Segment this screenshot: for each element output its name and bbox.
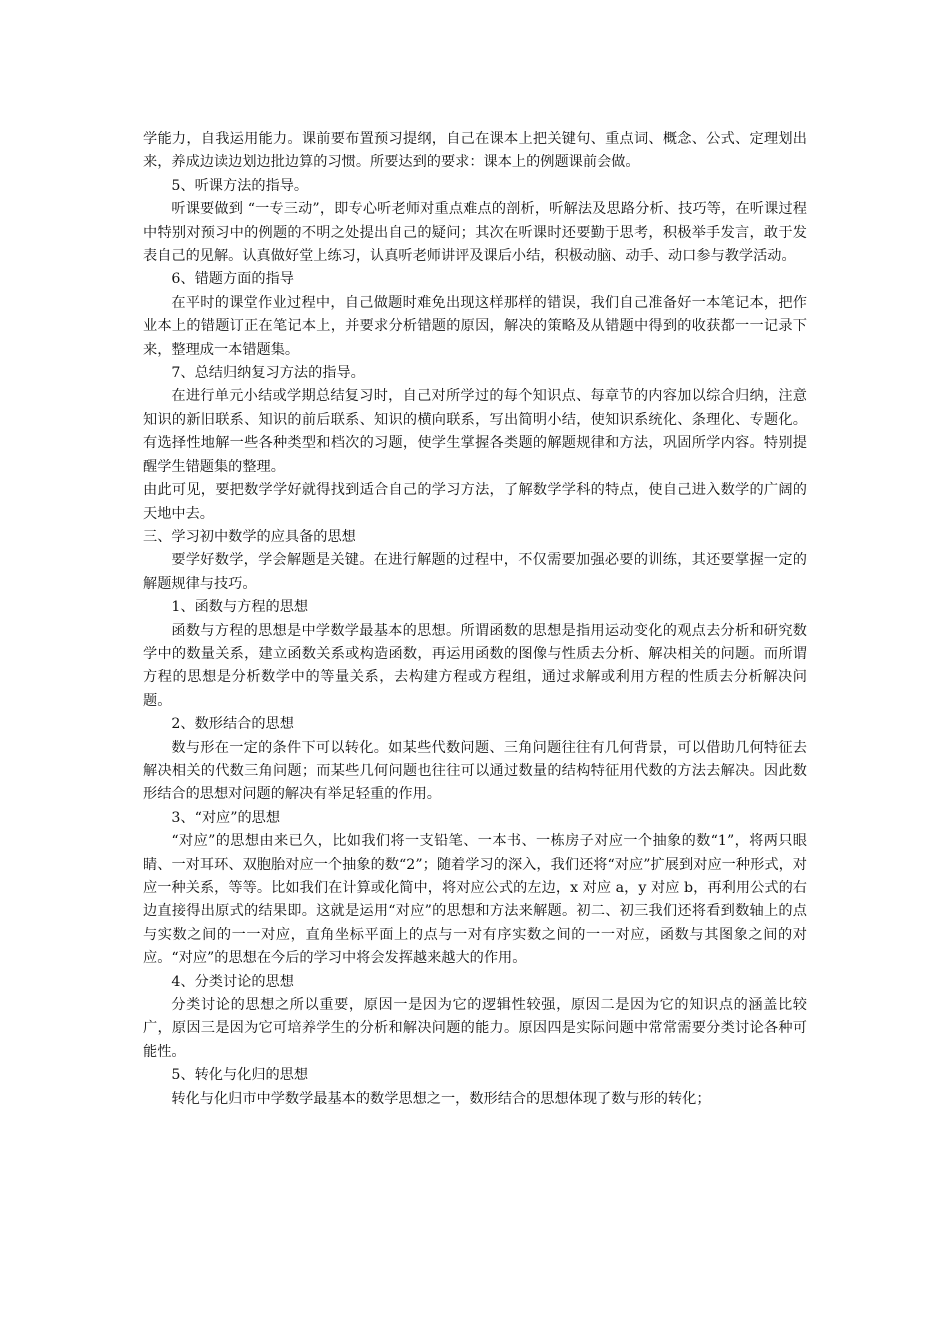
heading-review-method: 7、总结归纳复习方法的指导。 <box>171 365 365 382</box>
paragraph-study-ability: 学能力，自我运用能力。课前要布置预习提纲，自己在课本上把关键句、重点词、概念、公式、定理划出来，养成边读边划边批边算的习惯。所要达到的要求：课本上的例题课前会做。 <box>143 131 807 171</box>
paragraph-transformation: 转化与化归市中学数学最基本的数学思想之一，数形结合的思想体现了数与形的转化； <box>171 1090 711 1107</box>
paragraph-function-equation: 函数与方程的思想是中学数学最基本的思想。所谓函数的思想是指用运动变化的观点去分析和研究数学中的数量关系，建立函数关系或构造函数，再运用函数的图像与性质去分析、解决相关的问题。而所谓方程的思想是分析数学中的等量关系，去构建方程或方程组，通过求解或利用方程的性质去分析解决问题。 <box>143 622 807 709</box>
paragraph-conclusion: 由此可见，要把数学学好就得找到适合自己的学习方法，了解数学学科的特点，使自己进入数学的广阔的天地中去。 <box>143 482 807 522</box>
heading-listening-method: 5、听课方法的指导。 <box>171 177 309 194</box>
section-heading-math-thinking: 三、学习初中数学的应具备的思想 <box>143 528 356 545</box>
paragraph-review-method: 在进行单元小结或学期总结复习时，自己对所学过的每个知识点、每章节的内容加以综合归纳，注意知识的新旧联系、知识的前后联系、知识的横向联系，写出简明小结，使知识系统化、条理化、专题化。有选择性地解一些各种类型和档次的习题，使学生掌握各类题的解题规律和方法，巩固所学内容。特别提醒学生错题集的整理。 <box>143 388 807 475</box>
heading-number-shape: 2、数形结合的思想 <box>171 716 294 733</box>
paragraph-error-questions: 在平时的课堂作业过程中，自己做题时难免出现这样那样的错误，我们自己准备好一本笔记本，把作业本上的错题订正在笔记本上，并要求分析错题的原因，解决的策略及从错题中得到的收获都一一记录下来，整理成一本错题集。 <box>143 294 807 358</box>
heading-error-questions: 6、错题方面的指导 <box>171 271 294 288</box>
paragraph-math-thinking-intro: 要学好数学，学会解题是关键。在进行解题的过程中，不仅需要加强必要的训练，其还要掌握一定的解题规律与技巧。 <box>143 552 807 592</box>
heading-function-equation: 1、函数与方程的思想 <box>171 599 309 616</box>
heading-classification: 4、分类讨论的思想 <box>171 973 294 990</box>
document-page <box>143 128 807 1111</box>
heading-transformation: 5、转化与化归的思想 <box>171 1067 309 1084</box>
paragraph-number-shape: 数与形在一定的条件下可以转化。如某些代数问题、三角问题往往有几何背景，可以借助几何特征去解决相关的代数三角问题；而某些几何问题也往往可以通过数量的结构特征用代数的方法去解决。因此数形结合的思想对问题的解决有举足轻重的作用。 <box>143 739 807 803</box>
heading-correspondence: 3、“对应”的思想 <box>171 809 281 826</box>
paragraph-listening-method: 听课要做到 “一专三动”，即专心听老师对重点难点的剖析，听解法及思路分析、技巧等，在听课过程中特别对预习中的例题的不明之处提出自己的疑问；其次在听课时还要勤于思考，积极举手发言，敢于发表自己的见解。认真做好堂上练习，认真听老师讲评及课后小结，积极动脑、动手、动口参与教学活动。 <box>143 201 807 265</box>
paragraph-correspondence: “对应”的思想由来已久，比如我们将一支铅笔、一本书、一栋房子对应一个抽象的数“1”，将两只眼睛、一对耳环、双胞胎对应一个抽象的数“2”；随着学习的深入，我们还将“对应”扩展到对应一种形式，对应一种关系，等等。比如我们在计算或化简中，将对应公式的左边，x 对应 a，y 对应 b，再利用公式的右边直接得出原式的结果即。这就是运用“对应”的思想和方法来解题。初二、初三我们还将看到数轴上的点与实数之间的一一对应，直角坐标平面上的点与一对有序实数之间的一一对应，函数与其图象之间的对应。“对应”的思想在今后的学习中将会发挥越来越大的作用。 <box>143 833 807 967</box>
paragraph-classification: 分类讨论的思想之所以重要，原因一是因为它的逻辑性较强，原因二是因为它的知识点的涵盖比较广，原因三是因为它可培养学生的分析和解决问题的能力。原因四是实际问题中常常需要分类讨论各种可能性。 <box>143 997 807 1060</box>
